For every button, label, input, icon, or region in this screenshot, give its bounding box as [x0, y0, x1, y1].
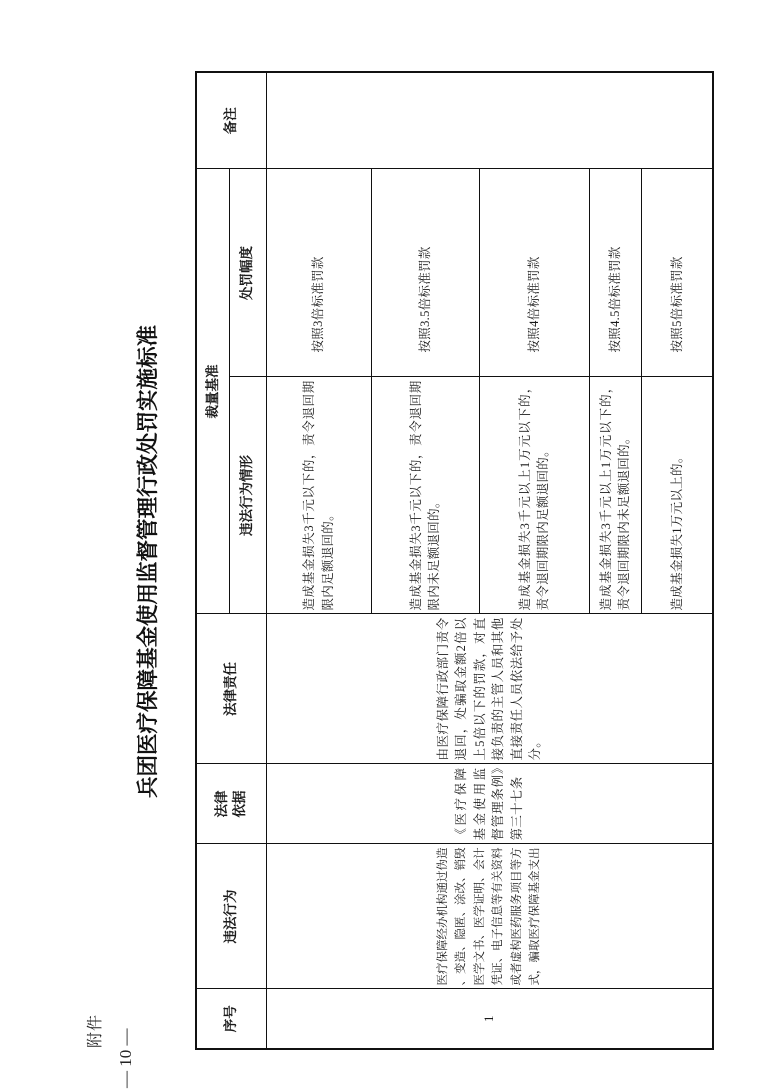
- table-row: [266, 72, 371, 1049]
- circumstance-cell: 造成基金损失1万元以上的。: [641, 377, 713, 614]
- circumstance-cell: 造成基金损失3千元以下的，责令退回期限内未足额退回的。: [371, 377, 479, 614]
- circumstance-cell: 造成基金损失3千元以上1万元以下的，责令退回期限内足额退回的。: [479, 377, 589, 614]
- header-discretion-standard: 裁量基准: [196, 169, 229, 614]
- penalty-cell: 按照3.5倍标准罚款: [371, 169, 479, 377]
- header-legal-liability: 法律责任: [196, 614, 266, 764]
- circumstance-cell: 造成基金损失3千元以下的，责令退回期限内足额退回的。: [266, 377, 371, 614]
- document-title: 兵团医疗保障基金使用监督管理行政处罚实施标准: [136, 325, 160, 799]
- header-seq: 序号: [196, 989, 266, 1049]
- header-violation: 违法行为: [196, 844, 266, 989]
- legal-basis-cell: 《医疗保障基金使用监督管理条例》第三十七条: [266, 764, 713, 844]
- header-circumstance: 违法行为情形: [229, 377, 266, 614]
- header-penalty-range: 处罚幅度: [229, 169, 266, 377]
- penalty-cell: 按照4倍标准罚款: [479, 169, 589, 377]
- penalty-cell: 按照4.5倍标准罚款: [589, 169, 641, 377]
- header-legal-basis: [196, 764, 266, 844]
- violation-cell: 医疗保障经办机构通过伪造、变造、隐匿、涂改、销毁医学文书、医学证明、会计凭证、电子信息等有关资料或者虚构医药服务项目等方式，骗取医疗保障基金支出: [266, 844, 713, 989]
- penalty-cell: 按照3倍标准罚款: [266, 169, 371, 377]
- remarks-cell: [266, 72, 713, 169]
- page-number: — 10 —: [116, 1028, 135, 1088]
- header-remarks: 备注: [196, 72, 266, 169]
- header-legal-basis-label: 法律依据: [213, 790, 249, 818]
- circumstance-cell: 造成基金损失3千元以上1万元以下的，责令退回期限内未足额退回的。: [589, 377, 641, 614]
- attachment-label: 附件: [85, 1013, 104, 1048]
- row-seq-cell: 1: [266, 989, 713, 1049]
- legal-liability-cell: 由医疗保障行政部门责令退回，处骗取金额2倍以上5倍以下的罚款，对直接负责的主管人员和其他直接责任人员依法给予处分。: [266, 614, 713, 764]
- table-header-row: [196, 72, 229, 1049]
- penalty-cell: 按照5倍标准罚款: [641, 169, 713, 377]
- penalty-standard-table: [195, 71, 714, 1050]
